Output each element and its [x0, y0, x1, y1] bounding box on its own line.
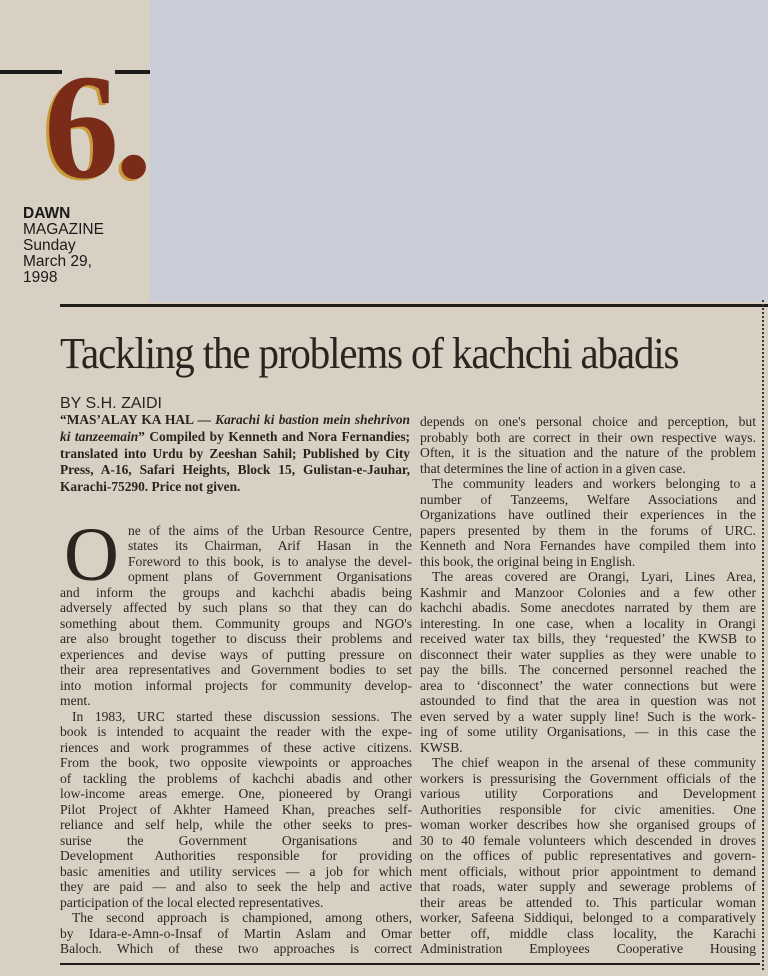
- text-line: states its Chairman, Arif Hasan in the: [128, 538, 412, 554]
- article-headline: Tackling the problems of kachchi abadis: [60, 329, 679, 378]
- paragraph: [60, 585, 412, 709]
- text-line: From the book, two opposite viewpoints or approaches: [60, 755, 412, 771]
- clipping-edge: [762, 300, 764, 970]
- section-name: MAGAZINE: [23, 221, 104, 238]
- text-line: opment plans of Government Organisations: [128, 569, 412, 585]
- article-column-right: [420, 414, 756, 957]
- text-line: worker, Safeena Siddiqui, belonged to a comparatively: [420, 910, 756, 925]
- text-line: papers presented by them in the forums of URC.: [420, 522, 756, 538]
- text-line: this book, the original being in English.: [420, 553, 636, 569]
- text-line: ment.: [60, 693, 91, 709]
- book-info: [60, 412, 410, 496]
- text-line: Administration Employees Cooperative Housing: [420, 941, 756, 956]
- article-bottom-rule: [60, 963, 760, 965]
- article-column-left: [60, 412, 412, 957]
- text-line: by Idara-e-Amn-o-Insaf of Martin Aslam and Omar: [60, 925, 412, 941]
- text-line: book is intended to acquaint the reader with the expe-: [60, 724, 412, 740]
- text-line: Authorities responsible for civic amenities. One: [420, 801, 756, 817]
- text-line: their areas be attended to. This particular woman: [420, 894, 756, 910]
- book-details: ” Compiled by Kenneth and Nora Fernandies; translated into Urdu by Zeeshan Sahil; Published by City Press, A-16, Safari Heights, Block 15, Gulistan-e-Jauhar, Karachi-75290. Price not given.: [60, 428, 410, 495]
- paragraph: [420, 476, 756, 569]
- text-line: that determines the line of action in a given case.: [420, 460, 686, 476]
- text-line: reliance and self help, while the other seeks to pres-: [60, 817, 412, 833]
- text-line: they are paid — and also to seek the help and active: [60, 879, 412, 895]
- book-title-roman: “MAS’ALAY KA HAL —: [60, 412, 216, 427]
- text-line: even served by a water supply line! Such is the work-: [420, 708, 756, 724]
- text-line: disconnect their water supplies as they were unable to: [420, 646, 756, 662]
- paragraph: [60, 709, 412, 911]
- issue-year: 1998: [23, 269, 58, 286]
- text-line: KWSB.: [420, 739, 463, 755]
- article-top-rule: [60, 304, 768, 307]
- text-line: probably both are correct in their own respective ways.: [420, 429, 756, 445]
- text-line: are also brought together to discuss their problems and: [60, 631, 412, 647]
- text-line: ne of the aims of the Urban Resource Centre,: [128, 522, 412, 538]
- text-line: workers is pressurising the Government officials of the: [420, 770, 756, 786]
- text-line: Development Authorities responsible for providing: [60, 848, 412, 864]
- text-line: astounded to find that the area in question was not: [420, 693, 756, 708]
- text-line: The areas covered are Orangi, Lyari, Lines Area,: [432, 569, 756, 584]
- issue-date: March 29,: [23, 253, 92, 270]
- text-line: into motion informal projects for community develop-: [60, 677, 412, 693]
- text-line: riences and work programmes of these active citizens.: [60, 739, 412, 755]
- text-line: of tackling the problems of kachchi abadis and other: [60, 770, 412, 786]
- text-line: better off, middle class locality, the Karachi: [420, 925, 756, 941]
- paragraph: [420, 755, 756, 957]
- text-line: number of Tanzeems, Welfare Associations and: [420, 491, 756, 507]
- drop-cap: O: [64, 512, 119, 597]
- text-line: Foreword to this book, is to analyse the devel-: [128, 553, 412, 569]
- text-line: pay the bills. The concerned personnel reached the: [420, 662, 756, 677]
- text-line: depends on one's personal choice and perception, but: [420, 414, 756, 429]
- text-line: The second approach is championed, among others,: [72, 910, 412, 926]
- text-line: area to ‘disconnect’ the water connections but were: [420, 677, 756, 693]
- text-line: Baloch. Which of these two approaches is correct: [60, 941, 412, 957]
- page-number: 6.: [44, 44, 149, 210]
- text-line: Kenneth and Nora Fernandes have compiled them into: [420, 538, 756, 553]
- text-line: 30 to 40 female volunteers which descended in droves: [420, 832, 756, 848]
- text-line: experiences and devise ways of putting pressure on: [60, 646, 412, 662]
- text-line: surise the Government Organisations and: [60, 832, 412, 848]
- text-line: ment officials, without prior appointment to demand: [420, 863, 756, 879]
- paragraph: [60, 910, 412, 957]
- text-line: received water tax bills, they ‘requested’ the KWSB to: [420, 631, 756, 646]
- text-line: Pilot Project of Akhter Hameed Khan, preaches self-: [60, 801, 412, 817]
- text-line: kachchi abadis. Some anecdotes narrated by them are: [420, 600, 756, 615]
- issue-day: Sunday: [23, 237, 76, 254]
- text-line: ing of some utility Organisations, — in this case the: [420, 724, 756, 739]
- book-title-italic: Karachi ki bastion mein shehrivon ki tanzeemain: [60, 412, 410, 444]
- article-byline: BY S.H. ZAIDI: [60, 395, 162, 412]
- text-line: low-income areas emerge. One, pioneered by Orangi: [60, 786, 412, 802]
- text-line: The chief weapon in the arsenal of these community: [432, 755, 756, 770]
- text-line: and inform the groups and kachchi abadis being: [60, 584, 412, 600]
- text-line: The community leaders and workers belonging to a: [432, 476, 756, 491]
- text-line: interesting. In one case, when a locality in Orangi: [420, 615, 756, 631]
- text-line: basic amenities and utility services — a job for which: [60, 863, 412, 879]
- text-line: various utility Corporations and Development: [420, 786, 756, 801]
- text-line: that roads, water supply and sewerage problems of: [420, 879, 756, 894]
- paragraph: [420, 414, 756, 476]
- text-line: their area representatives and Government bodies to set: [60, 662, 412, 678]
- text-line: participation of the local elected representatives.: [60, 894, 324, 910]
- text-line: Kashmir and Manzoor Colonies and a few other: [420, 584, 756, 600]
- masthead: [23, 206, 104, 286]
- text-line: something about them. Community groups and NGO's: [60, 615, 412, 631]
- text-line: on the offices of public representatives and govern-: [420, 848, 756, 863]
- text-line: Often, it is the situation and the nature of the problem: [420, 445, 756, 460]
- text-line: adversely affected by such plans so that they can do: [60, 600, 412, 616]
- text-line: woman worker describes how she organised groups of: [420, 817, 756, 832]
- scan-background-area: [150, 0, 768, 302]
- text-line: In 1983, URC started these discussion sessions. The: [72, 708, 412, 724]
- text-line: Organizations have outlined their experiences in the: [420, 507, 756, 522]
- paragraph: [420, 569, 756, 755]
- publication-name: DAWN: [23, 205, 71, 222]
